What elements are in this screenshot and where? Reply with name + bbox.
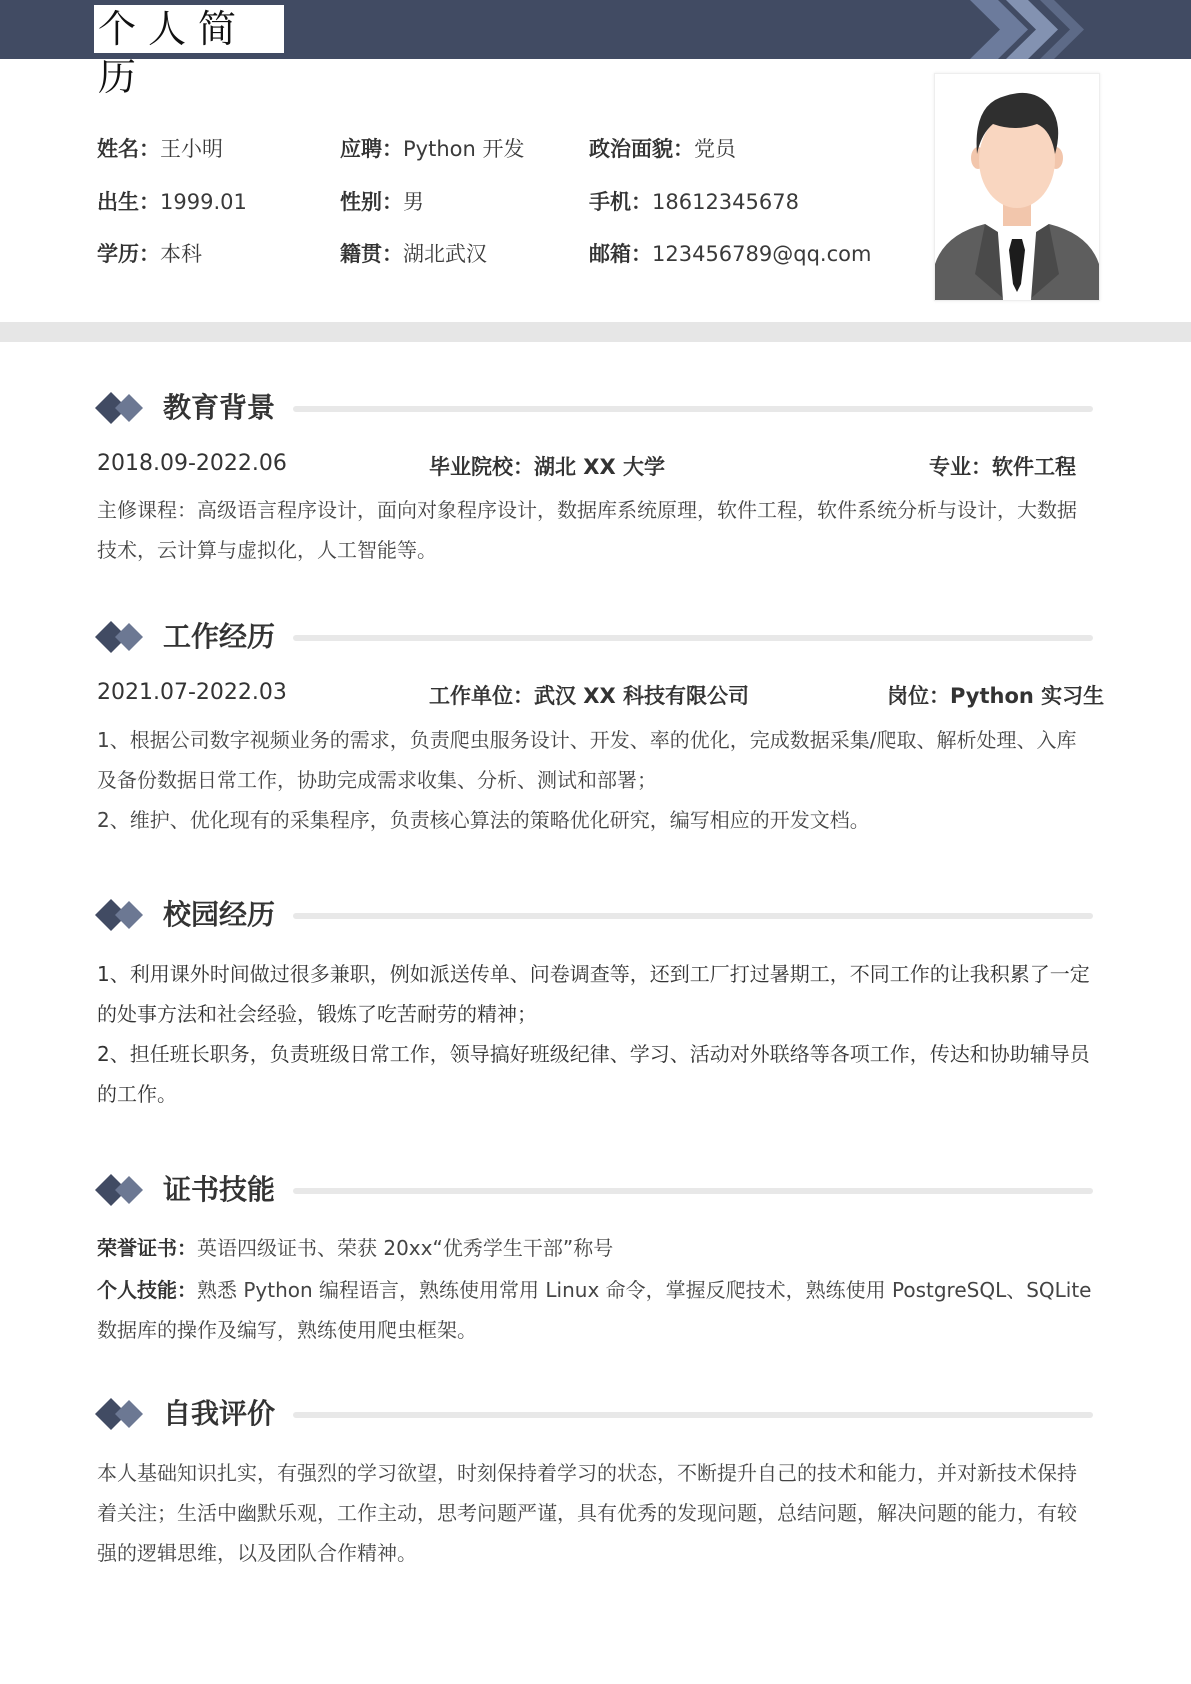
info-phone-label: 手机： (589, 190, 652, 214)
skills-personal (97, 1270, 1094, 1350)
info-hometown (340, 238, 487, 268)
education-school-value: 湖北 XX 大学 (534, 455, 666, 479)
info-politics-label: 政治面貌： (589, 137, 694, 161)
list-item: 2、维护、优化现有的采集程序，负责核心算法的策略优化研究，编写相应的开发文档。 (97, 808, 870, 832)
work-details (97, 720, 1094, 840)
info-birth-value: 1999.01 (160, 190, 247, 214)
section-divider (293, 635, 1093, 641)
info-gender-value: 男 (403, 190, 424, 214)
section-header-campus (95, 893, 1095, 937)
education-school (429, 451, 665, 481)
info-position (340, 133, 524, 163)
info-name-value: 王小明 (160, 137, 223, 161)
double-diamond-icon (95, 1174, 149, 1206)
education-school-label: 毕业院校： (429, 455, 534, 479)
education-courses-text: 主修课程：高级语言程序设计，面向对象程序设计，数据库系统原理，软件工程，软件系统分析与设计，大数据技术，云计算与虚拟化，人工智能等。 (97, 498, 1077, 562)
info-hometown-value: 湖北武汉 (403, 242, 487, 266)
info-phone (589, 186, 799, 216)
section-title-self: 自我评价 (163, 1397, 276, 1430)
section-header-work (95, 615, 1095, 659)
info-phone-value: 18612345678 (652, 190, 799, 214)
info-name (97, 133, 223, 163)
info-position-label: 应聘： (340, 137, 403, 161)
work-role (887, 680, 1104, 710)
info-email-label: 邮箱： (589, 242, 652, 266)
section-header-skills (95, 1168, 1095, 1212)
info-birth-label: 出生： (97, 190, 160, 214)
profile-photo (934, 73, 1100, 301)
person-avatar-icon (935, 74, 1099, 300)
info-name-label: 姓名： (97, 137, 160, 161)
self-evaluation-text: 本人基础知识扎实，有强烈的学习欲望，时刻保持着学习的状态，不断提升自己的技术和能力，并对新技术保持着关注；生活中幽默乐观，工作主动，思考问题严谨，具有优秀的发现问题，总结问题，解决问题的能力，有较强的逻辑思维，以及团队合作精神。 (97, 1461, 1077, 1565)
info-position-value: Python 开发 (403, 137, 525, 161)
skills-honor-value: 英语四级证书、荣获 20xx“优秀学生干部”称号 (197, 1236, 614, 1260)
education-major (929, 451, 1076, 481)
info-gender (340, 186, 424, 216)
info-email (589, 238, 871, 268)
info-politics (589, 133, 736, 163)
info-email-value: 123456789@qq.com (652, 242, 872, 266)
section-header-self (95, 1392, 1095, 1436)
campus-details (97, 954, 1094, 1114)
section-title-work: 工作经历 (163, 620, 276, 653)
page-title: 个人简历 (94, 5, 284, 53)
info-gender-label: 性别： (340, 190, 403, 214)
skills-personal-label: 个人技能： (97, 1278, 197, 1302)
section-header-education (95, 386, 1095, 430)
education-period: 2018.09-2022.06 (97, 451, 287, 476)
education-major-value: 软件工程 (992, 455, 1076, 479)
section-divider (293, 1188, 1093, 1194)
chevron-arrows-icon (970, 0, 1130, 59)
double-diamond-icon (95, 1398, 149, 1430)
work-company (429, 680, 749, 710)
double-diamond-icon (95, 899, 149, 931)
section-title-education: 教育背景 (163, 391, 276, 424)
work-period: 2021.07-2022.03 (97, 680, 287, 705)
work-company-value: 武汉 XX 科技有限公司 (534, 684, 750, 708)
work-company-label: 工作单位： (429, 684, 534, 708)
section-divider (293, 406, 1093, 412)
info-education-value: 本科 (160, 242, 202, 266)
work-role-value: Python 实习生 (950, 684, 1105, 708)
double-diamond-icon (95, 621, 149, 653)
info-hometown-label: 籍贯： (340, 242, 403, 266)
section-divider (293, 913, 1093, 919)
double-diamond-icon (95, 392, 149, 424)
education-courses (97, 490, 1094, 570)
info-birth (97, 186, 247, 216)
skills-honor (97, 1228, 1094, 1268)
education-major-label: 专业： (929, 455, 992, 479)
list-item: 2、担任班长职务，负责班级日常工作，领导搞好班级纪律、学习、活动对外联络等各项工作，传达和协助辅导员的工作。 (97, 1042, 1090, 1106)
section-divider (293, 1412, 1093, 1418)
separator-band (0, 322, 1191, 342)
section-title-campus: 校园经历 (163, 898, 276, 931)
list-item: 1、利用课外时间做过很多兼职，例如派送传单、问卷调查等，还到工厂打过暑期工，不同工作的让我积累了一定的处事方法和社会经验，锻炼了吃苦耐劳的精神； (97, 962, 1090, 1026)
skills-honor-label: 荣誉证书： (97, 1236, 197, 1260)
info-education-label: 学历： (97, 242, 160, 266)
info-education (97, 238, 202, 268)
work-role-label: 岗位： (887, 684, 950, 708)
skills-personal-value: 熟悉 Python 编程语言，熟练使用常用 Linux 命令，掌握反爬技术，熟练使用 PostgreSQL、SQLite 数据库的操作及编写，熟练使用爬虫框架。 (97, 1278, 1092, 1342)
self-evaluation (97, 1453, 1094, 1573)
list-item: 1、根据公司数字视频业务的需求，负责爬虫服务设计、开发、率的优化，完成数据采集/爬取、解析处理、入库及备份数据日常工作，协助完成需求收集、分析、测试和部署； (97, 728, 1077, 792)
section-title-skills: 证书技能 (163, 1173, 276, 1206)
info-politics-value: 党员 (694, 137, 736, 161)
